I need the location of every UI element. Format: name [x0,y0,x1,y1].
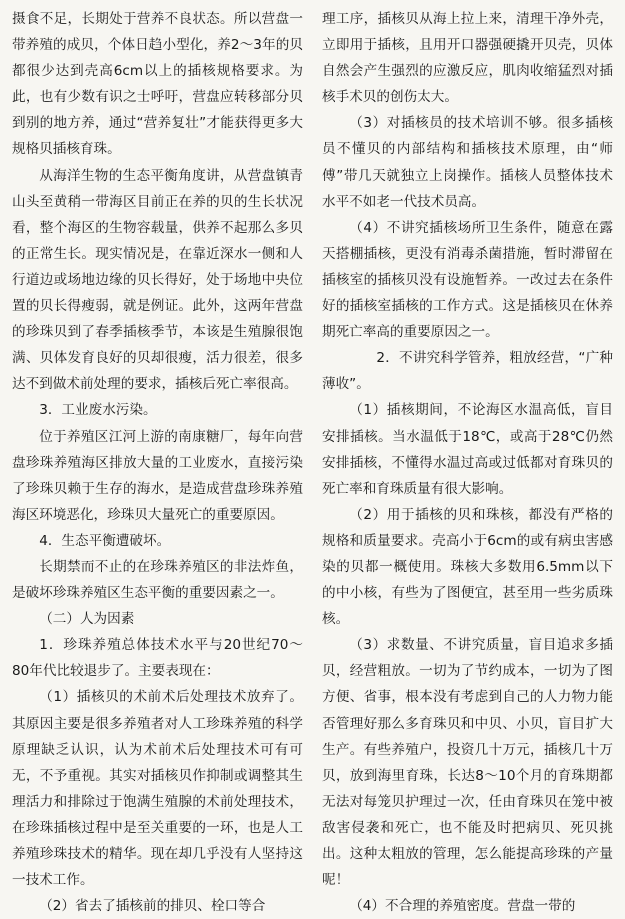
right-text-column [322,6,613,915]
section-heading: 3．工业废水污染。 [39,402,157,419]
left-text-column [12,6,303,915]
paragraph: 1．珍珠养殖总体技术水平与20世纪70～80年代比较退步了。主要表现在： [12,637,303,680]
paragraph: （1）插核期间，不论海区水温高低，盲目安排插核。当水温低于18℃，或高于28℃仍然安排插核，不懂得水温过高或过低都对育珠贝的死亡率和育珠质量有很大影响。 [322,402,613,497]
paragraph: （3）求数量、不讲究质量，盲目追求多插贝，经营粗放。一切为了节约成本，一切为了图方便、省事，根本没有考虑到自己的人力物力能否管理好那么多育珠贝和中贝、小贝，盲目扩大生产。有些养殖户，投资几十万元，插核几十万贝，放到海里育珠，长达8～10个月的育珠期都无法对每笼贝护理过一次，任由育珠贝在笼中被敌害侵袭和死亡，也不能及时把病贝、死贝挑出。这种太粗放的管理，怎么能提高珍珠的产量呢！ [322,637,613,889]
paragraph: 位于养殖区江河上游的南康糖厂，每年向营盘珍珠养殖海区排放大量的工业废水，直接污染了珍珠贝赖于生存的海水，是造成营盘珍珠养殖海区环境恶化，珍珠贝大量死亡的重要原因。 [12,428,303,523]
paragraph: （2）省去了插核前的排贝、栓口等合 [39,898,266,915]
paragraph: 从海洋生物的生态平衡角度讲，从营盘镇青山头至黄稍一带海区目前正在养的贝的生长状况看，整个海区的生物容载量，供养不起那么多贝的正常生长。现实情况是，在靠近深水一侧和人行道边或场地边缘的贝长得好，处于场地中央位置的贝长得瘦弱，就是例证。此外，这两年营盘的珍珠贝到了春季插核季节，本该是生殖腺很饱满、贝体发育良好的贝却很瘦，活力很差，很多达不到做术前处理的要求，插核后死亡率很高。 [12,167,303,393]
paragraph: 理工序，插核贝从海上拉上来，清理干净外壳，立即用于插核，且用开口器强硬撬开贝壳，贝体自然会产生强烈的应激反应，肌肉收缩猛烈对插核手术贝的创伤太大。 [322,11,613,106]
paragraph: （1）插核贝的术前术后处理技术放弃了。其原因主要是很多养殖者对人工珍珠养殖的科学原理缺乏认识，认为术前术后处理技术可有可无，不予重视。其实对插核贝作抑制或调整其生理活力和排除过于饱满生殖腺的术前处理技术，在珍珠插核过程中是至关重要的一环，也是人工养殖珍珠技术的精华。现在却几乎没有人坚持这一技术工作。 [12,689,303,889]
paragraph: （3）对插核员的技术培训不够。很多插核员不懂贝的内部结构和插核技术原理，由“师傅”带几天就独立上岗操作。插核人员整体技术水平不如老一代技术员高。 [322,115,613,210]
section-heading: 4．生态平衡遭破坏。 [39,532,171,549]
paragraph: （4）不讲究插核场所卫生条件，随意在露天搭棚插核，更没有消毒杀菌措施，暂时滞留在插核室的插核贝没有设施暂养。一改过去在条件好的插核室插核的工作方式。这是插核贝在休养期死亡率高的重要原因之一。 [322,219,613,341]
paragraph: （2）用于插核的贝和珠核，都没有严格的规格和质量要求。壳高小于6cm的或有病虫害感染的贝都一概使用。珠核大多数用6.5mm以下的中小核，有些为了图便宜，甚至用一些劣质珠核。 [322,506,613,628]
paragraph: 长期禁而不止的在珍珠养殖区的非法炸鱼，是破坏珍珠养殖区生态平衡的重要因素之一。 [12,558,303,602]
section-heading: （二）人为因素 [39,611,135,628]
paragraph: （4）不合理的养殖密度。营盘一带的 [349,898,576,915]
paragraph: 2．不讲究科学管养，粗放经营，“广种薄收”。 [322,350,613,393]
paragraph: 摄食不足，长期处于营养不良状态。所以营盘一带养殖的成贝，个体日趋小型化，养2～3年的贝都很少达到壳高6cm以上的插核规格要求。为此，也有少数有识之士呼吁，营盘应转移部分贝到别的地方养，通过“营养复壮”才能获得更多大规格贝插核育珠。 [12,11,303,158]
